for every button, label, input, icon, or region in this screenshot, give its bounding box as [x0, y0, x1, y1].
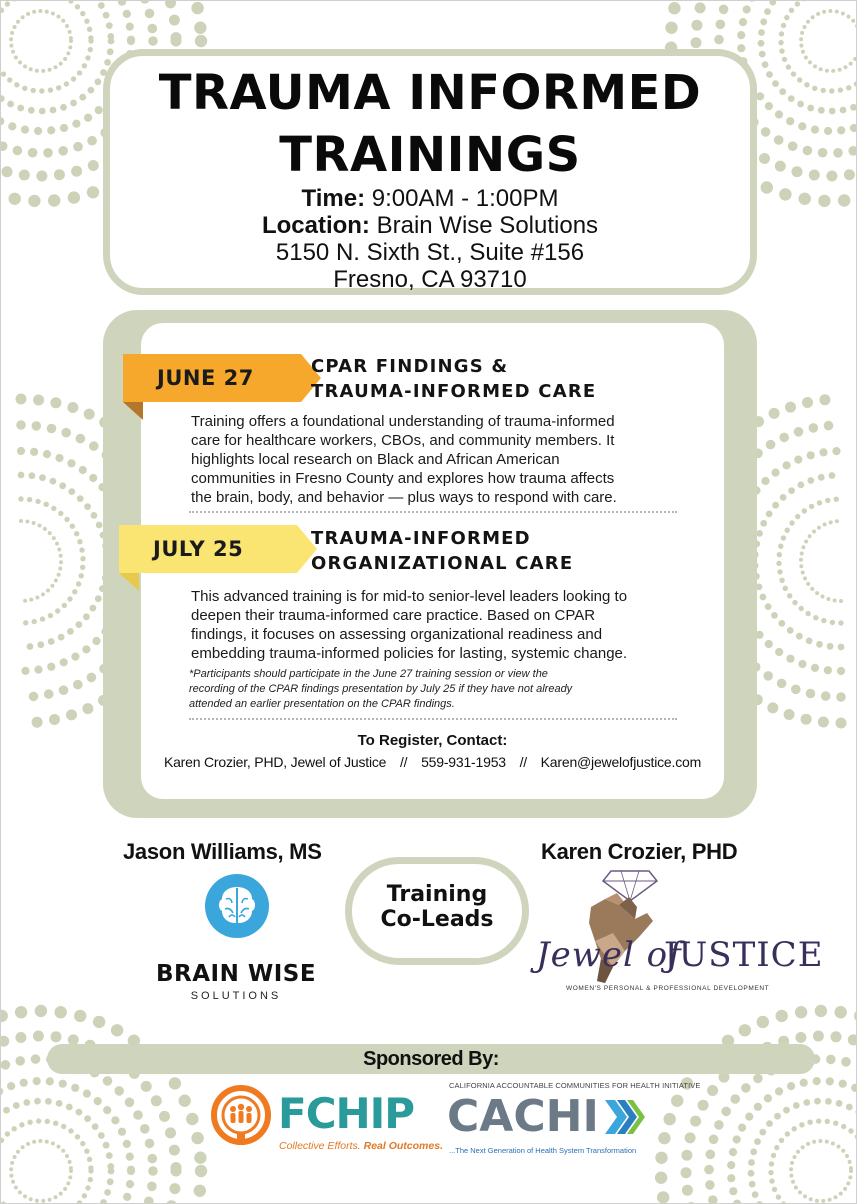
- date-ribbon-june: [123, 354, 301, 402]
- location-row: [110, 212, 750, 239]
- location-name: Brain Wise Solutions: [376, 212, 599, 239]
- session-title-line-1: TRAUMA-INFORMED: [311, 528, 531, 549]
- fchip-tagline-plain: Collective Efforts.: [279, 1140, 364, 1152]
- title-line-2: TRAININGS: [279, 127, 581, 183]
- training-co-leads-badge: [345, 857, 529, 965]
- session-date: JULY 25: [153, 537, 244, 561]
- lead-name-jason: Jason Williams, MS: [123, 839, 322, 864]
- fchip-logo-text: FCHIP: [278, 1089, 415, 1138]
- description-line: deepen their trauma-informed care practice. Based on CPAR: [191, 607, 596, 624]
- session-title: [311, 526, 573, 576]
- description-line: the brain, body, and behavior — plus ways to respond with care.: [191, 489, 617, 506]
- contact-separator: //: [519, 754, 527, 770]
- description-line: findings, it focuses on assessing organizational readiness and: [191, 626, 603, 643]
- time-label: Time:: [301, 185, 366, 212]
- description-line: communities in Fresno County and explores how trauma affects: [191, 470, 615, 487]
- location-label: Location:: [261, 212, 370, 239]
- brain-wise-logo-text: BRAIN WISE: [155, 961, 317, 987]
- brain-icon: [204, 873, 270, 939]
- address-line-2: Fresno, CA 93710: [333, 266, 527, 293]
- ribbon-fold: [123, 402, 143, 420]
- note-line: *Participants should participate in the June 27 training session or view the: [189, 668, 548, 680]
- date-ribbon-july: [119, 525, 297, 573]
- contact-phone[interactable]: 559-931-1953: [421, 754, 506, 770]
- register-heading: To Register, Contact:: [357, 732, 508, 749]
- cachi-tagline: ...The Next Generation of Health System Transformation: [449, 1146, 637, 1155]
- description-line: care for healthcare workers, CBOs, and community members. It: [191, 432, 615, 449]
- dotted-divider: [189, 511, 677, 513]
- fchip-tagline-bold: Real Outcomes.: [363, 1140, 443, 1152]
- title-box: [103, 49, 757, 295]
- session-description: [191, 412, 691, 507]
- sponsored-by-bar: Sponsored By:: [47, 1044, 815, 1074]
- time-value: 9:00AM - 1:00PM: [371, 185, 559, 212]
- session-title-line-1: CPAR FINDINGS &: [311, 356, 509, 377]
- session-description: [191, 587, 691, 663]
- session-date: JUNE 27: [157, 366, 254, 390]
- description-line: This advanced training is for mid-to senior-level leaders looking to: [191, 588, 628, 605]
- brain-wise-logo-subtext: SOLUTIONS: [190, 990, 282, 1002]
- jewel-of-justice-script: Jewel of: [536, 935, 682, 975]
- cachi-top-text: CALIFORNIA ACCOUNTABLE COMMUNITIES FOR HEALTH INITIATIVE: [449, 1081, 701, 1090]
- session-title-line-2: TRAUMA-INFORMED CARE: [311, 381, 597, 402]
- contact-separator: //: [399, 754, 408, 770]
- title-line-1: TRAUMA INFORMED: [158, 65, 702, 121]
- note-line: attended an earlier presentation on the CPAR findings.: [189, 698, 455, 710]
- dotted-divider: [189, 718, 677, 720]
- time-row: [110, 185, 750, 212]
- fchip-tagline: [279, 1140, 443, 1152]
- co-leads-line-1: Training: [386, 882, 488, 907]
- contact-line: [141, 754, 724, 770]
- note-line: recording of the CPAR findings presentation by July 25 if they have not already: [189, 683, 573, 695]
- description-line: Training offers a foundational understanding of trauma-informed: [191, 413, 615, 430]
- ribbon-fold: [119, 573, 139, 591]
- co-leads-line-2: Co-Leads: [380, 907, 494, 932]
- fchip-people-icon: [211, 1085, 271, 1145]
- contact-email[interactable]: Karen@jewelofjustice.com: [540, 754, 702, 770]
- session-title-line-2: ORGANIZATIONAL CARE: [311, 553, 574, 574]
- jewel-of-justice-subtitle: WOMEN'S PERSONAL & PROFESSIONAL DEVELOPMENT: [566, 985, 770, 992]
- session-title: [311, 354, 596, 404]
- description-line: highlights local research on Black and African American: [191, 451, 560, 468]
- cachi-logo-text: CACHI: [447, 1091, 599, 1142]
- contact-name: Karen Crozier, PHD, Jewel of Justice: [163, 754, 387, 770]
- cachi-chevron-icon: [605, 1098, 645, 1136]
- address-line-1: 5150 N. Sixth St., Suite #156: [275, 239, 585, 266]
- jewel-of-justice-caps: JUSTICE: [664, 935, 824, 975]
- lead-name-karen: Karen Crozier, PHD: [541, 839, 738, 864]
- description-line: embedding trauma-informed policies for lasting, systemic change.: [191, 645, 628, 662]
- participation-note: [189, 667, 689, 712]
